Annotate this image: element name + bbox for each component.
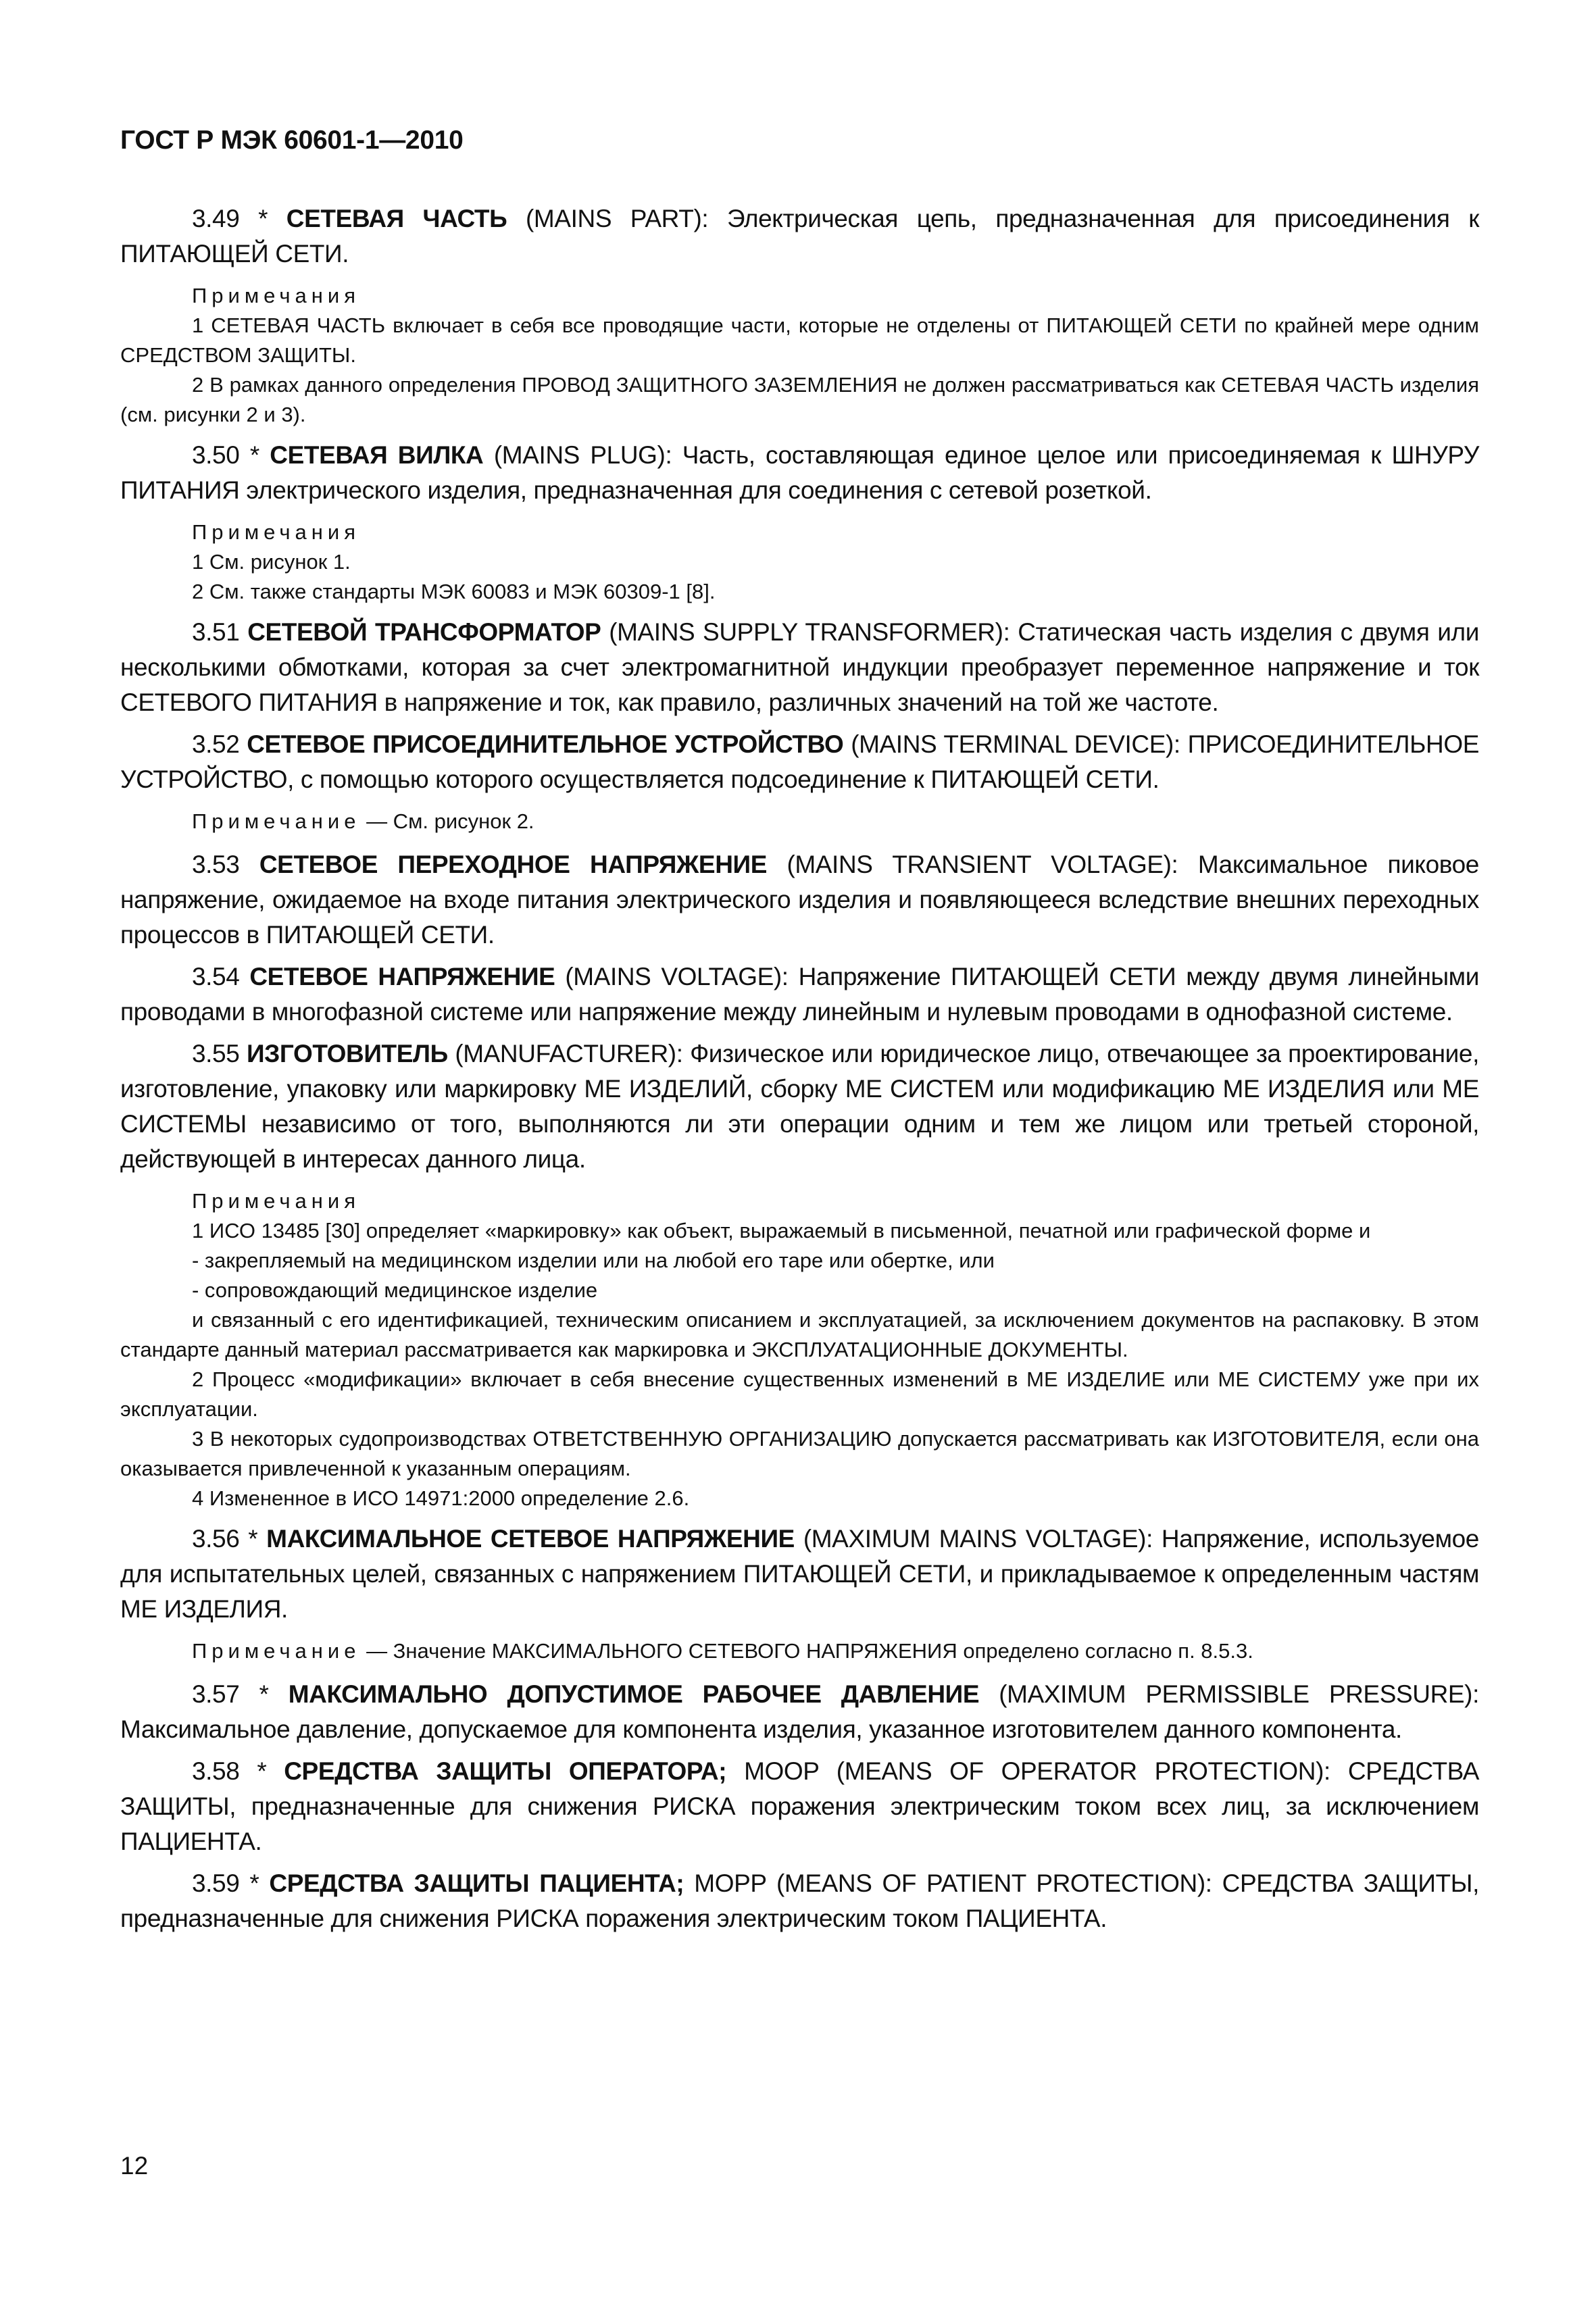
term-definition: (MAXIMUM MAINS VOLTAGE): Напряжение, используемое для испытательных целей, связанных с напряжением ПИТАЮЩЕЙ СЕТИ, и прикладываемое к определенным частям МЕ ИЗДЕЛИЯ. (120, 1525, 1479, 1623)
term-3-54 (120, 959, 1479, 1030)
term-name: СЕТЕВОЙ ТРАНСФОРМАТОР (247, 618, 601, 646)
term-name: СЕТЕВОЕ ПРИСОЕДИНИТЕЛЬНОЕ УСТРОЙСТВО (247, 730, 844, 758)
term-definition: MOPP (MEANS OF PATIENT PROTECTION): СРЕДСТВА ЗАЩИТЫ, предназначенные для снижения РИСКА поражения электрическим током ПАЦИЕНТА. (120, 1869, 1479, 1932)
note-item: и связанный с его идентификацией, техническим описанием и эксплуатацией, за исключением документов на распаковку. В этом стандарте данный материал рассматривается как маркировка и ЭКСПЛУАТАЦИОННЫЕ ДОКУМЕНТЫ. (120, 1308, 1479, 1361)
term-number: 3.58 * (192, 1757, 267, 1785)
term-3-58 (120, 1754, 1479, 1859)
note-item: 2 См. также стандарты МЭК 60083 и МЭК 60309-1 [8]. (192, 580, 716, 603)
term-name: СЕТЕВОЕ ПЕРЕХОДНОЕ НАПРЯЖЕНИЕ (259, 851, 768, 878)
term-3-49 (120, 201, 1479, 272)
term-number: 3.55 (192, 1040, 240, 1067)
term-definition: (MAINS PART): Электрическая цепь, предназначенная для присоединения к ПИТАЮЩЕЙ СЕТИ. (120, 205, 1479, 268)
note-item: 3 В некоторых судопроизводствах ОТВЕТСТВЕННУЮ ОРГАНИЗАЦИЮ допускается рассматривать как ИЗГОТОВИТЕЛЯ, если она оказывается привлеченной к указанным операциям. (120, 1427, 1479, 1480)
note-label: Примечание (192, 809, 361, 833)
term-definition: (MAXIMUM PERMISSIBLE PRESSURE): Максимальное давление, допускаемое для компонента изделия, указанное изготовителем данного компонента. (120, 1680, 1479, 1743)
term-number: 3.56 * (192, 1525, 258, 1553)
note-3-52 (120, 807, 1479, 836)
notes-3-49 (120, 281, 1479, 430)
document-header: ГОСТ Р МЭК 60601-1—2010 (120, 126, 464, 155)
document-body (120, 201, 1479, 1943)
notes-3-55 (120, 1186, 1479, 1513)
note-text: — Значение МАКСИМАЛЬНОГО СЕТЕВОГО НАПРЯЖЕНИЯ определено согласно п. 8.5.3. (366, 1639, 1253, 1663)
term-3-57 (120, 1677, 1479, 1747)
term-number: 3.54 (192, 963, 240, 990)
term-number: 3.51 (192, 618, 240, 646)
term-number: 3.59 * (192, 1869, 259, 1897)
term-name: МАКСИМАЛЬНОЕ СЕТЕВОЕ НАПРЯЖЕНИЕ (266, 1525, 795, 1553)
notes-3-50 (120, 518, 1479, 607)
term-name: СРЕДСТВА ЗАЩИТЫ ОПЕРАТОРА; (284, 1757, 727, 1785)
note-item: 2 В рамках данного определения ПРОВОД ЗАЩИТНОГО ЗАЗЕМЛЕНИЯ не должен рассматриваться как СЕТЕВАЯ ЧАСТЬ изделия (см. рисунки 2 и 3). (120, 373, 1479, 426)
notes-heading: Примечания (192, 520, 360, 544)
term-definition: (MAINS TRANSIENT VOLTAGE): Максимальное пиковое напряжение, ожидаемое на входе питания электрического изделия и появляющееся вследствие внешних переходных процессов в ПИТАЮЩЕЙ СЕТИ. (120, 851, 1479, 949)
term-definition: (MAINS PLUG): Часть, составляющая единое целое или присоединяемая к ШНУРУ ПИТАНИЯ электрического изделия, предназначенная для соединения с сетевой розеткой. (120, 441, 1479, 504)
note-item: - закрепляемый на медицинском изделии или на любой его таре или обертке, или (192, 1249, 995, 1272)
term-number: 3.57 * (192, 1680, 269, 1708)
notes-heading: Примечания (192, 1189, 360, 1213)
term-3-51 (120, 615, 1479, 720)
term-definition: (MAINS VOLTAGE): Напряжение ПИТАЮЩЕЙ СЕТИ между двумя линейными проводами в многофазной системе или напряжение между линейным и нулевым проводами в однофазной системе. (120, 963, 1479, 1026)
note-item: 1 ИСО 13485 [30] определяет «маркировку» как объект, выражаемый в письменной, печатной или графической форме и (192, 1219, 1371, 1242)
notes-heading: Примечания (192, 284, 360, 307)
term-number: 3.49 * (192, 205, 268, 232)
page-number: 12 (120, 2152, 149, 2180)
term-name: СЕТЕВАЯ ВИЛКА (270, 441, 484, 469)
term-name: СЕТЕВОЕ НАПРЯЖЕНИЕ (249, 963, 555, 990)
term-name: МАКСИМАЛЬНО ДОПУСТИМОЕ РАБОЧЕЕ ДАВЛЕНИЕ (288, 1680, 980, 1708)
term-number: 3.50 * (192, 441, 259, 469)
term-definition: MOOP (MEANS OF OPERATOR PROTECTION): СРЕДСТВА ЗАЩИТЫ, предназначенные для снижения РИСКА поражения электрическим током всех лиц, за исключением ПАЦИЕНТА. (120, 1757, 1479, 1855)
term-number: 3.53 (192, 851, 240, 878)
note-item: 1 СЕТЕВАЯ ЧАСТЬ включает в себя все проводящие части, которые не отделены от ПИТАЮЩЕЙ СЕТИ по крайней мере одним СРЕДСТВОМ ЗАЩИТЫ. (120, 313, 1479, 367)
term-number: 3.52 (192, 730, 240, 758)
term-name: ИЗГОТОВИТЕЛЬ (246, 1040, 448, 1067)
note-3-56 (120, 1636, 1479, 1666)
note-item: - сопровождающий медицинское изделие (192, 1278, 598, 1302)
term-name: СЕТЕВАЯ ЧАСТЬ (286, 205, 507, 232)
note-item: 2 Процесс «модификации» включает в себя внесение существенных изменений в МЕ ИЗДЕЛИЕ или МЕ СИСТЕМУ уже при их эксплуатации. (120, 1367, 1479, 1421)
term-definition: (MANUFACTURER): Физическое или юридическое лицо, отвечающее за проектирование, изготовление, упаковку или маркировку МЕ ИЗДЕЛИЙ, сборку МЕ СИСТЕМ или модификацию МЕ ИЗДЕЛИЯ или МЕ СИСТЕМЫ независимо от того, выполняются ли эти операции одним и тем же лицом или третьей стороной, действующей в интересах данного лица. (120, 1040, 1479, 1173)
term-3-56 (120, 1521, 1479, 1627)
note-text: — См. рисунок 2. (366, 809, 534, 833)
term-definition: (MAINS TERMINAL DEVICE): ПРИСОЕДИНИТЕЛЬНОЕ УСТРОЙСТВО, с помощью которого осуществляется подсоединение к ПИТАЮЩЕЙ СЕТИ. (120, 730, 1479, 793)
term-3-59 (120, 1866, 1479, 1936)
term-3-52 (120, 727, 1479, 797)
term-definition: (MAINS SUPPLY TRANSFORMER): Статическая часть изделия с двумя или несколькими обмотками, которая за счет электромагнитной индукции преобразует переменное напряжение и ток СЕТЕВОГО ПИТАНИЯ в напряжение и ток, как правило, различных значений на той же частоте. (120, 618, 1479, 716)
term-3-53 (120, 847, 1479, 953)
note-item: 1 См. рисунок 1. (192, 550, 351, 574)
term-name: СРЕДСТВА ЗАЩИТЫ ПАЦИЕНТА; (269, 1869, 684, 1897)
note-label: Примечание (192, 1639, 361, 1663)
term-3-55 (120, 1036, 1479, 1177)
term-3-50 (120, 438, 1479, 508)
note-item: 4 Измененное в ИСО 14971:2000 определение 2.6. (192, 1486, 690, 1510)
